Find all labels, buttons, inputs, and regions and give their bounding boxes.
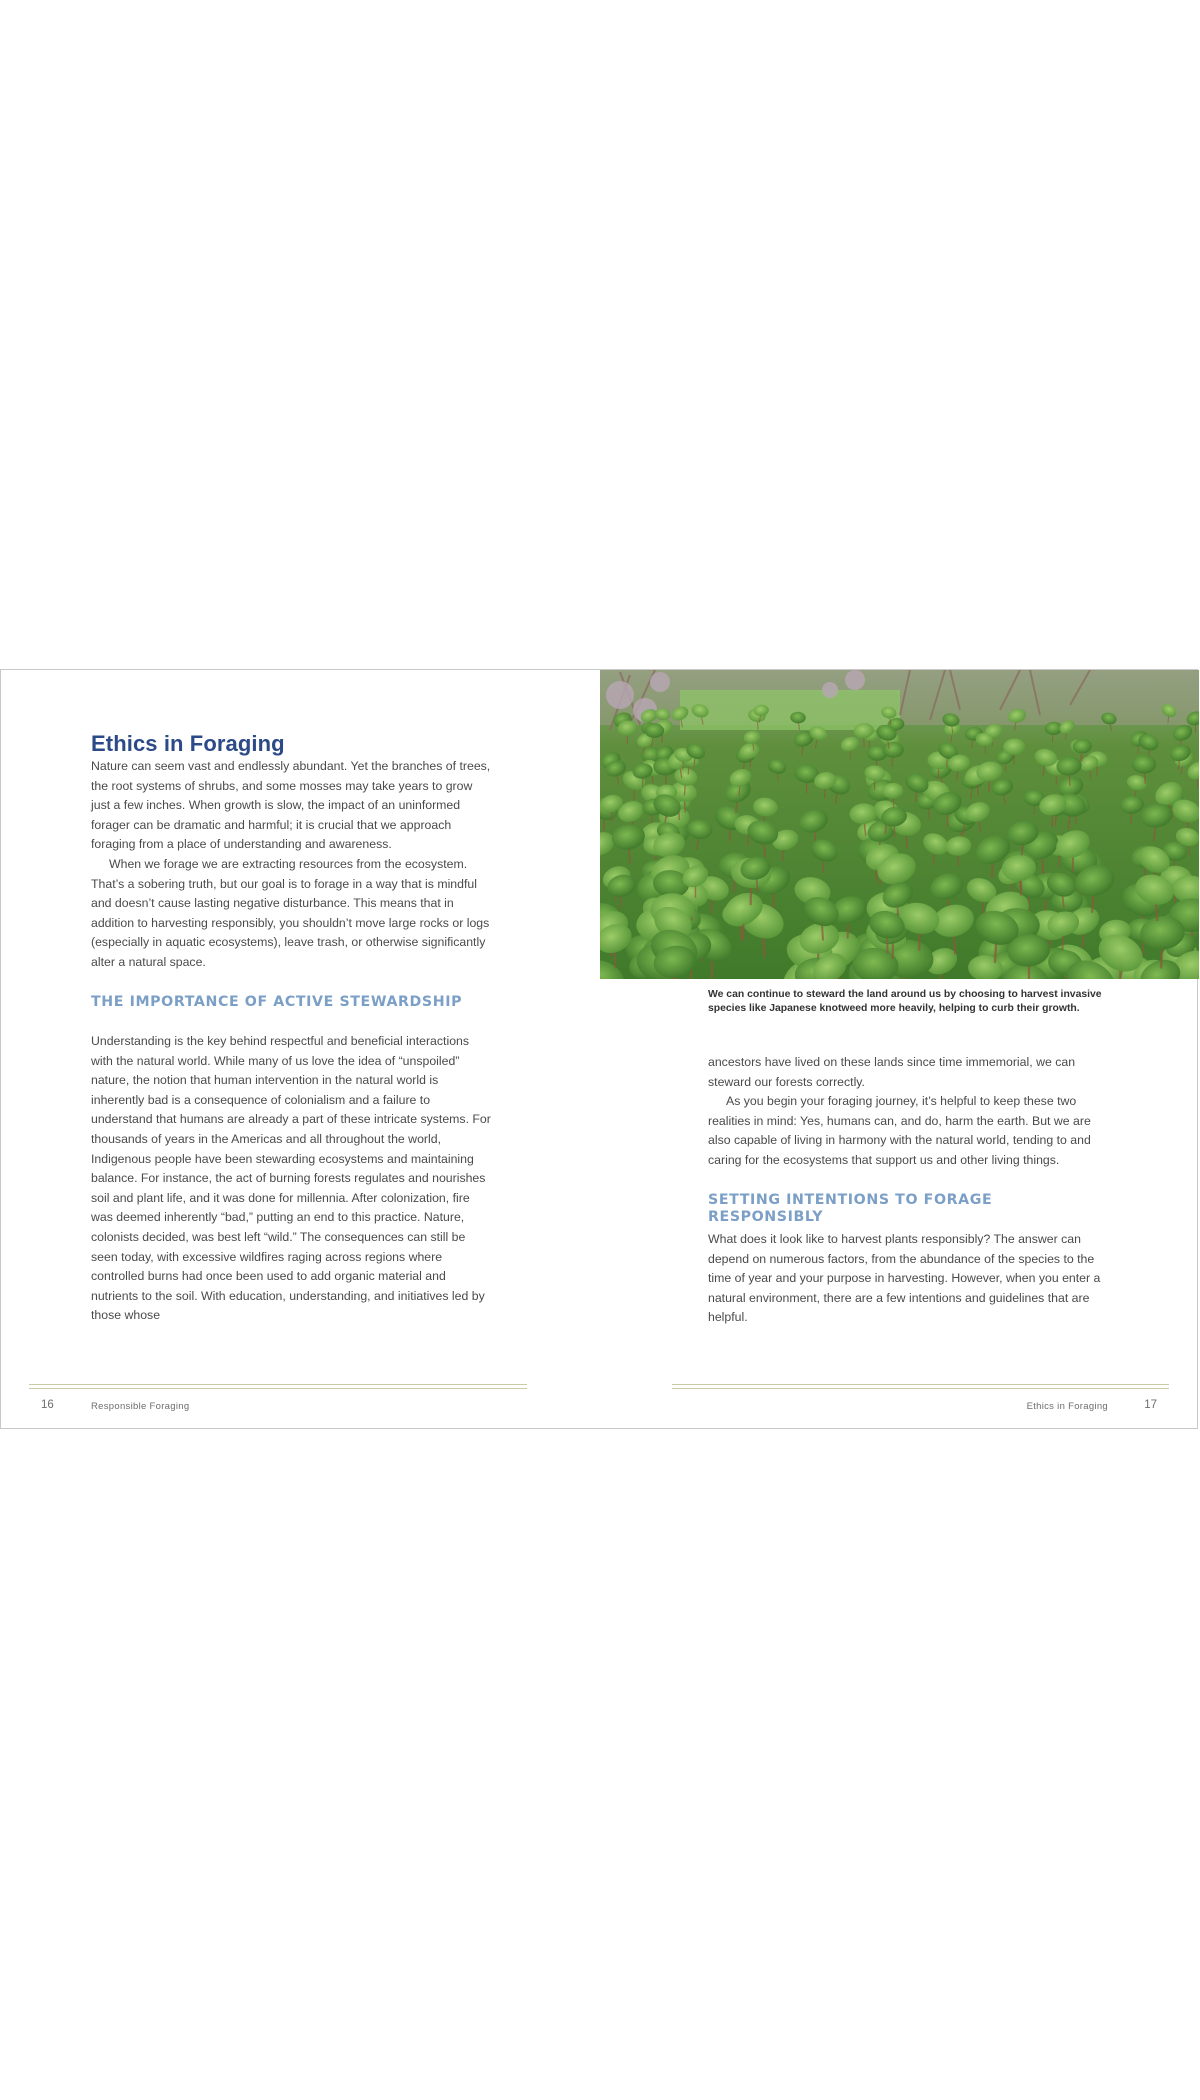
running-head: Ethics in Foraging bbox=[1026, 1401, 1108, 1412]
intentions-text bbox=[708, 1230, 1110, 1328]
chapter-title: Ethics in Foraging bbox=[91, 731, 285, 756]
intro-text bbox=[91, 757, 493, 973]
continued-text bbox=[708, 1053, 1110, 1171]
right-page bbox=[600, 670, 1199, 1428]
page-number: 17 bbox=[1144, 1399, 1157, 1411]
intro-paragraph-1: Nature can seem vast and endlessly abundant. Yet the branches of trees, the root systems of shrubs, and some mosses may take years to grow just a few inches. When growth is slow, the impact of an uninformed forager can be dramatic and harmful; it is crucial that we approach foraging from a place of understanding and awareness. bbox=[91, 759, 491, 852]
continued-paragraph-1: ancestors have lived on these lands since time immemorial, we can steward our forests correctly. bbox=[708, 1055, 1076, 1089]
footer-rule bbox=[29, 1384, 527, 1389]
stewardship-text bbox=[91, 1032, 493, 1326]
footer-rule bbox=[672, 1384, 1169, 1389]
intro-paragraph-2: When we forage we are extracting resources from the ecosystem. That’s a sobering truth, but our goal is to forage in a way that is mindful and doesn’t cause lasting negative disturbance. This means that in addition to harvesting responsibly, you shouldn’t move large rocks or logs (especially in aquatic ecosystems), leave trash, or otherwise significantly alter a natural space. bbox=[91, 856, 490, 969]
section-heading-intentions: SETTING INTENTIONS TO FORAGE RESPONSIBLY bbox=[708, 1192, 993, 1225]
section-heading-stewardship: THE IMPORTANCE OF ACTIVE STEWARDSHIP bbox=[91, 994, 463, 1010]
left-page bbox=[1, 670, 600, 1428]
page-number: 16 bbox=[41, 1399, 54, 1411]
running-head: Responsible Foraging bbox=[91, 1401, 190, 1412]
stewardship-paragraph: Understanding is the key behind respectful and beneficial interactions with the natural world. While many of us love the idea of “unspoiled” nature, the notion that human intervention in the natural world is inherently bad is a consequence of colonialism and a failure to understand that humans are already a part of these intricate systems. For thousands of years in the Americas and all throughout the world, Indigenous people have been stewarding ecosystems and maintaining balance. For instance, the act of burning forests regulates and nourishes soil and plant life, and it was done for millennia. After colonization, fire was deemed inherently “bad,” putting an end to this practice. Nature, colonists decided, was best left “wild.” The consequences can still be seen today, with excessive wildfires raging across regions where controlled burns had once been used to add organic material and nutrients to the soil. With education, understanding, and initiatives led by those whose bbox=[91, 1034, 491, 1323]
book-spread bbox=[0, 669, 1198, 1429]
photo-caption: We can continue to steward the land around us by choosing to harvest invasive species like Japanese knotweed more heavily, helping to curb their growth. bbox=[708, 989, 1102, 1014]
continued-paragraph-2: As you begin your foraging journey, it’s helpful to keep these two realities in mind: Yes, humans can, and do, harm the earth. But we are also capable of living in harmony with the natural world, tending to and caring for the ecosystems that support us and other living things. bbox=[708, 1094, 1091, 1167]
intentions-paragraph: What does it look like to harvest plants responsibly? The answer can depend on numerous factors, from the abundance of the species to the time of year and your purpose in harvesting. However, when you enter a natural environment, there are a few intentions and guidelines that are helpful. bbox=[708, 1232, 1101, 1325]
knotweed-photo bbox=[600, 670, 1199, 979]
